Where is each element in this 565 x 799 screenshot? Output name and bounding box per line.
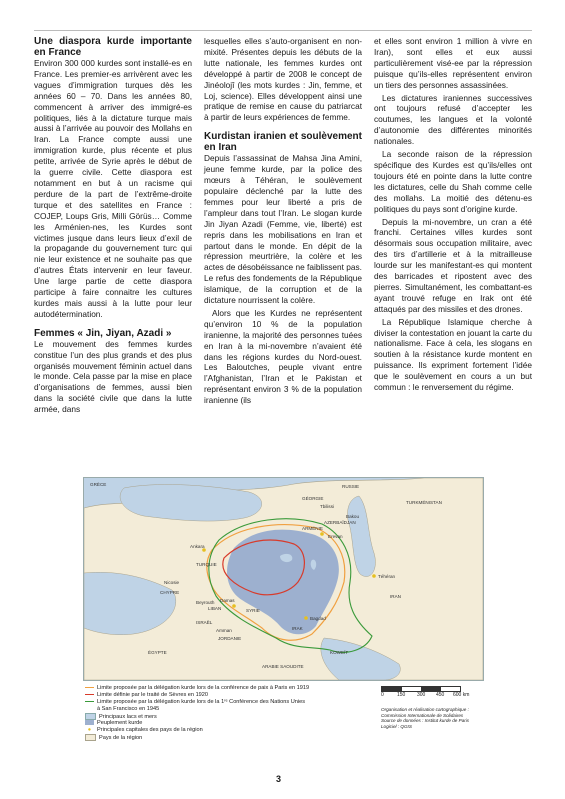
label-erevan: Erevan: [328, 534, 343, 539]
label-irak: IRAK: [292, 626, 303, 631]
label-beyrouth: Beyrouth: [196, 600, 215, 605]
country-swatch: [85, 734, 96, 741]
label-liban: LIBAN: [208, 606, 222, 611]
scale-0: 0: [381, 692, 384, 698]
legend-1945-cont: à San Francisco en 1945: [97, 706, 160, 712]
paragraph: La République Islamique cherche à diviser la contestation en jouant la carte du nationalisme. Face à cela, les slogans en soutien à la résistance kurde montent en puissance. Ils expriment fortement l’idée que le soulèvement en cours a un but commun : le renversement du régime.: [374, 316, 532, 393]
lake-swatch: [85, 713, 96, 720]
label-georgie: GÉORGIE: [302, 496, 324, 501]
label-teheran: Téhéran: [378, 574, 396, 579]
label-grece: GRÈCE: [90, 482, 107, 487]
label-turkmenistan: TURKMÉNISTAN: [406, 500, 442, 505]
scale-450: 450: [436, 692, 445, 698]
capital-erevan: [320, 532, 324, 536]
column-1: [34, 36, 192, 417]
label-amman: Amman: [216, 628, 232, 633]
capital-bagdad: [304, 616, 308, 620]
label-nicosie: Nicosie: [164, 580, 180, 585]
legend-capitals-text: Principales capitales des pays de la région: [97, 727, 203, 733]
credit-line: Source de données : Institut kurde de Paris: [381, 718, 470, 724]
label-chypre: CHYPRE: [160, 590, 180, 595]
capital-dot-icon: ●: [87, 727, 92, 733]
credit-line: Organisation et réalisation cartographique :: [381, 707, 469, 712]
legend-1945-text: Limite proposée par la délégation kurde lors de la 1ʳᵉ Conférence des Nations Unies: [97, 699, 306, 705]
paragraph: La seconde raison de la répression spécifique des Kurdes est qu’ils/elles ont toujours été en pointe dans la lutte contre les dictatures, celle du Shah comme celle des mollahs. La moitié des détenu-es politiques du pays sont d’origine kurde.: [374, 149, 532, 214]
paragraph: Depuis la mi-novembre, un cran a été franchi. Certaines villes kurdes sont désormais sous occupation militaire, avec des tirs d’artillerie et à la mitrailleuse lourde sur les manifestant-es qui montent des barricades et ripostent avec des pierres. Simultanément, les combattant-es ayant trouvé refuge en Irak ont été attaqués par des missiles et des drones.: [374, 216, 532, 314]
label-arabie: ARABIE SAOUDITE: [262, 664, 304, 669]
label-israel: ISRAËL: [196, 620, 213, 625]
label-russie: RUSSIE: [342, 484, 360, 489]
paragraph: Le mouvement des femmes kurdes constitue l’un des plus grands et des plus organisés mouvement féminin actuel dans le monde. Cela passe par la mise en place d’organisations de femmes, aussi bien dans la société civile que dans la lutte armée, dans: [34, 338, 192, 415]
label-tbilissi: Tbilissi: [320, 504, 335, 509]
legend-kurd-text: Peuplement kurde: [97, 720, 143, 726]
label-iran: IRAN: [390, 594, 401, 599]
red-line-swatch: [85, 694, 94, 695]
legend-countries: [85, 734, 142, 742]
scale-300: 300: [417, 692, 426, 698]
label-jordanie: JORDANIE: [218, 636, 242, 641]
label-armenie: ARMÉNIE: [302, 526, 323, 531]
legend-1920-text: Limite définie par le traité de Sèvres en 1920: [97, 692, 209, 698]
paragraph: Environ 300 000 kurdes sont installé-es en France. Les premier-es arrivèrent avec les vagues d’immigration turques dès les années 60 – 70. Dans les années 80, commencent à arriver des immigré-es politiques, liés à la dictature turque mais aussi à l’arrivée au pouvoir des Mollahs en Iran. La France compte aussi une immigration kurde, plus récente et plus petite, arrivée de Syrie après le début de la guerre civile. Cette diaspora est notamment en but à un racisme qui perdure de la part de l’extrême-droite turque et des satellites en France : COJEP, Loups Gris, Milli Görüs… Comme les Arménien-nes, les Kurdes sont victimes jusque dans leurs lieux d’exil de la propagande du gouvernement turc qui nie leur existence et ne souhaite pas que d’autres États intervenir en leur faveur. Une large partie de cette diaspora participe à faire connaitre les cultures kurdes mais aussi à la lutte pour leur autodétermination.: [34, 58, 192, 319]
label-damas: Damas: [220, 598, 235, 603]
label-ankara: Ankara: [190, 544, 205, 549]
credit-line: Commission Internationale de Solidaires: [381, 712, 464, 718]
label-turquie: TURQUIE: [196, 562, 217, 567]
map-legend: [83, 684, 483, 754]
kurd-swatch: [85, 720, 94, 725]
legend-capitals: [85, 727, 203, 734]
legend-1945: [85, 699, 305, 706]
orange-line-swatch: [85, 687, 94, 688]
legend-1919-text: Limite proposée par la délégation kurde lors de la conférence de paix à Paris en 1919: [97, 685, 310, 691]
label-bakou: Bakou: [346, 514, 360, 519]
label-bagdad: Bagdad: [310, 616, 326, 621]
paragraph: Les dictatures iraniennes successives ont toujours refusé d’accepter les coutumes, les langues et la volonté d’autonomie des différentes minorités nationales.: [374, 92, 532, 147]
legend-countries-text: Pays de la région: [99, 734, 143, 741]
scale-150: 150: [397, 692, 406, 698]
column-2: [204, 36, 362, 408]
label-syrie: SYRIE: [246, 608, 260, 613]
heading-kurdistan-iranien: Kurdistan iranien et soulèvement en Iran: [204, 131, 362, 154]
paragraph: Alors que les Kurdes ne représentent qu’environ 10 % de la population iranienne, la majorité des personnes tuées en Iran à la mi-novembre n’avaient été dans les régions kurdes du Nord-ouest. Les Baloutches, peuple vivant entre l’Afghanistan, l’Iran et le Pakistan et représentant environ 3 % de la population iranienne (ils: [204, 307, 362, 406]
top-rule: [34, 30, 532, 31]
legend-1920: [85, 692, 208, 699]
heading-femmes: Femmes « Jin, Jiyan, Azadi »: [34, 327, 172, 339]
map-credit: [381, 707, 469, 729]
green-line-swatch: [85, 701, 94, 702]
paragraph: et elles sont environ 1 million à vivre en Iran), sont elles et eux aussi particulièrement visé-ee par la répression puisque qu’ils-elles représentent environ un tiers des personnes assassinées.: [374, 36, 532, 90]
legend-lakes-text: Principaux lacs et mers: [99, 713, 157, 720]
kurdistan-map: [83, 477, 484, 681]
label-koweit: KOWEÏT: [330, 650, 349, 655]
column-3: [374, 36, 532, 395]
legend-kurd: [85, 720, 142, 727]
scale-600: 600 km: [453, 692, 470, 698]
legend-1919: [85, 685, 309, 692]
page-number: 3: [276, 774, 282, 784]
paragraph: lesquelles elles s’auto-organisent en non-mixité. Présentes depuis les débuts de la lutte nationale, les femmes kurdes ont développé à partir de 2008 le concept de Jinéolojî (les mots kurdes : Jin, femme, et Loj, science). Elles développent ainsi une pratique de remise en cause du patriarcat à partir de leurs expériences de femme.: [204, 36, 362, 123]
label-azerbaidjan: AZERBAÏDJAN: [324, 520, 356, 525]
credit-line: Logiciel : QGIS: [381, 723, 412, 729]
capital-damas: [232, 604, 236, 608]
paragraph: Depuis l’assassinat de Mahsa Jina Amini, jeune femme kurde, par la police des mœurs à Téhéran, le soulèvement populaire déclenché par la lutte des femmes pour leur liberté a pris de l’ampleur dans tout l’Iran. Le slogan kurde Jin Jiyan Azadi (Femme, vie, liberté) est repris dans les mobilisations en Iran et partout dans le monde. En dépit de la répression meurtrière, la colère et les actes de désobéissance ne faiblissent pas. Le refus des fondements de la République islamique, de la corruption et de la dictature nourrissent la colère.: [204, 153, 362, 306]
capital-teheran: [372, 574, 376, 578]
label-egypte: ÉGYPTE: [148, 650, 167, 655]
heading-diaspora: Une diaspora kurde importante en France: [34, 36, 192, 58]
